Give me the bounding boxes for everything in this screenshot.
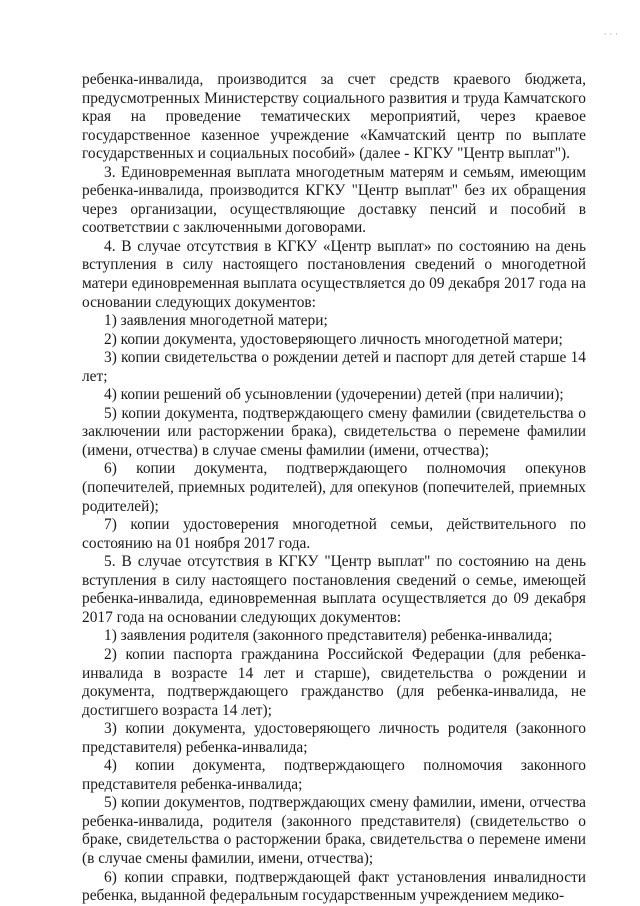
list-item-5-3: 3) копии документа, удостоверяющего личность родителя (законного представителя) ребенка-инвалида; [82,720,586,756]
paragraph-item-5: 5. В случае отсутствия в КГКУ "Центр выплат" по состоянию на день вступления в силу настоящего постановления сведений о семье, имеющей ребенка-инвалида, единовременная выплата осуществляется до 09 декабря 2017 года на основании следующих документов: [82,553,586,626]
paragraph-item-3: 3. Единовременная выплата многодетным матерям и семьям, имеющим ребенка-инвалида, производится КГКУ "Центр выплат" без их обращения через организации, осуществляющие доставку пенсий и пособий в соответствии с заключенными договорами. [82,163,586,237]
document-body [82,71,586,906]
list-item-5-1: 1) заявления родителя (законного представителя) ребенка-инвалида; [104,627,553,645]
list-item-5-2: 2) копии паспорта гражданина Российской Федерации (для ребенка-инвалида в возрасте 14 лет и старше), свидетельства о рождении и документа, подтверждающего гражданство (для ребенка-инвалида, не достигшего возраста 14 лет); [82,645,586,719]
list-item-4-4: 4) копии решений об усыновлении (удочерении) детей (при наличии); [104,386,564,404]
list-item-4-6: 6) копии документа, подтверждающего полномочия опекунов (попечителей, приемных родителей), для опекунов (попечителей, приемных родителей); [82,460,586,515]
list-item-5-6: 6) копии справки, подтверждающей факт установления инвалидности ребенка, выданной федеральным государственным учреждением медико- [82,868,586,905]
list-item-4-1: 1) заявления многодетной матери; [104,312,328,330]
list-item-5-4: 4) копии документа, подтверждающего полномочия законного представителя ребенка-инвалида; [82,757,586,793]
list-item-5-5: 5) копии документов, подтверждающих смену фамилии, имени, отчества ребенка-инвалида, родителя (законного представителя) (свидетельство о браке, свидетельства о расторжении брака, свидетельства о перемене имени (в случае смены фамилии, имени, отчества); [82,794,586,867]
paragraph-continuation: ребенка-инвалида, производится за счет средств краевого бюджета, предусмотренных Министерству социального развития и труда Камчатского края на проведение тематических мероприятий, через краевое государственное казенное учреждение «Камчатский центр по выплате государственных и социальных пособий» (далее - КГКУ "Центр выплат"). [82,71,586,163]
corner-mark: · · · [603,30,618,40]
paragraph-item-4: 4. В случае отсутствия в КГКУ «Центр выплат» по состоянию на день вступления в силу настоящего постановления сведений о многодетной матери единовременная выплата осуществляется до 09 декабря 2017 года на основании следующих документов: [82,237,586,311]
list-item-4-2: 2) копии документа, удостоверяющего личность многодетной матери; [104,330,563,348]
list-item-4-5: 5) копии документа, подтверждающего смену фамилии (свидетельства о заключении или расторжении брака), свидетельства о перемене фамилии (имени, отчества) в случае смены фамилии (имени, отчества); [82,404,586,459]
list-item-4-7: 7) копии удостоверения многодетной семьи, действительного по состоянию на 01 ноября 2017 года. [82,516,586,552]
list-item-4-3: 3) копии свидетельства о рождении детей и паспорт для детей старше 14 лет; [82,349,586,385]
